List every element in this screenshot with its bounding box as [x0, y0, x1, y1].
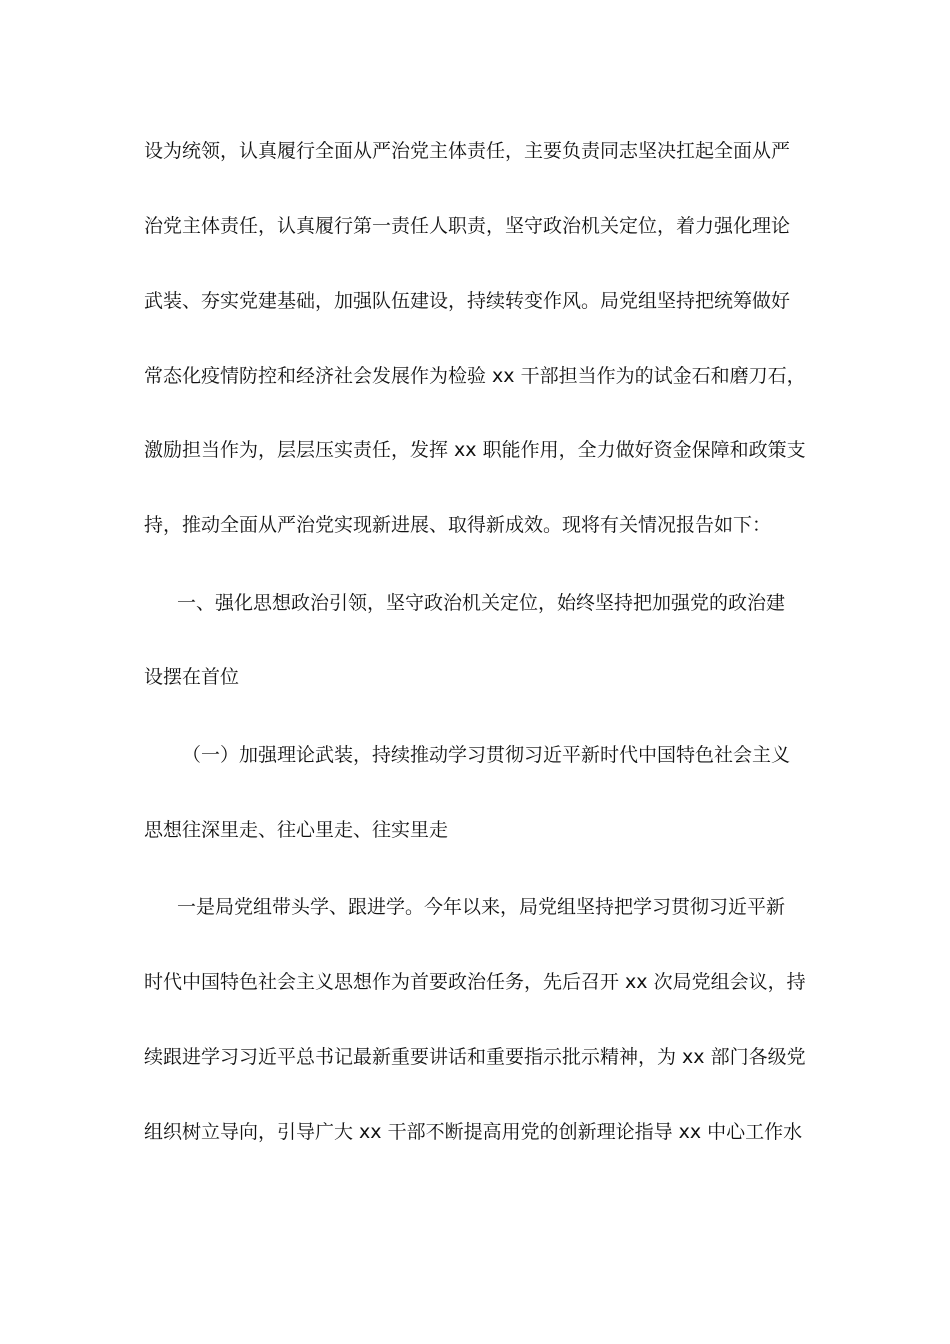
subsection-heading-line: （一）加强理论武装，持续推动学习贯彻习近平新时代中国特色社会主义 — [182, 744, 791, 766]
paragraph-line: 时代中国特色社会主义思想作为首要政治任务，先后召开 xx 次局党组会议，持 — [144, 971, 806, 993]
paragraph-line: 续跟进学习习近平总书记最新重要讲话和重要指示批示精神，为 xx 部门各级党 — [144, 1046, 806, 1068]
paragraph-line: 一是局党组带头学、跟进学。今年以来，局党组坚持把学习贯彻习近平新 — [177, 896, 786, 918]
paragraph-line: 武装、夯实党建基础，加强队伍建设，持续转变作风。局党组坚持把统筹做好 — [144, 290, 791, 312]
paragraph-line: 常态化疫情防控和经济社会发展作为检验 xx 干部担当作为的试金石和磨刀石， — [144, 365, 806, 387]
section-heading-line: 一、强化思想政治引领，坚守政治机关定位，始终坚持把加强党的政治建 — [177, 592, 786, 614]
section-heading-line: 设摆在首位 — [144, 666, 240, 688]
paragraph-line: 组织树立导向，引导广大 xx 干部不断提高用党的创新理论指导 xx 中心工作水 — [144, 1121, 803, 1143]
subsection-heading-line: 思想往深里走、往心里走、往实里走 — [144, 819, 449, 841]
paragraph-line: 治党主体责任，认真履行第一责任人职责，坚守政治机关定位，着力强化理论 — [144, 215, 791, 237]
paragraph-line: 持，推动全面从严治党实现新进展、取得新成效。现将有关情况报告如下： — [144, 514, 772, 536]
paragraph-line: 设为统领，认真履行全面从严治党主体责任，主要负责同志坚决扛起全面从严 — [144, 140, 791, 162]
paragraph-line: 激励担当作为，层层压实责任，发挥 xx 职能作用，全力做好资金保障和政策支 — [144, 439, 806, 461]
